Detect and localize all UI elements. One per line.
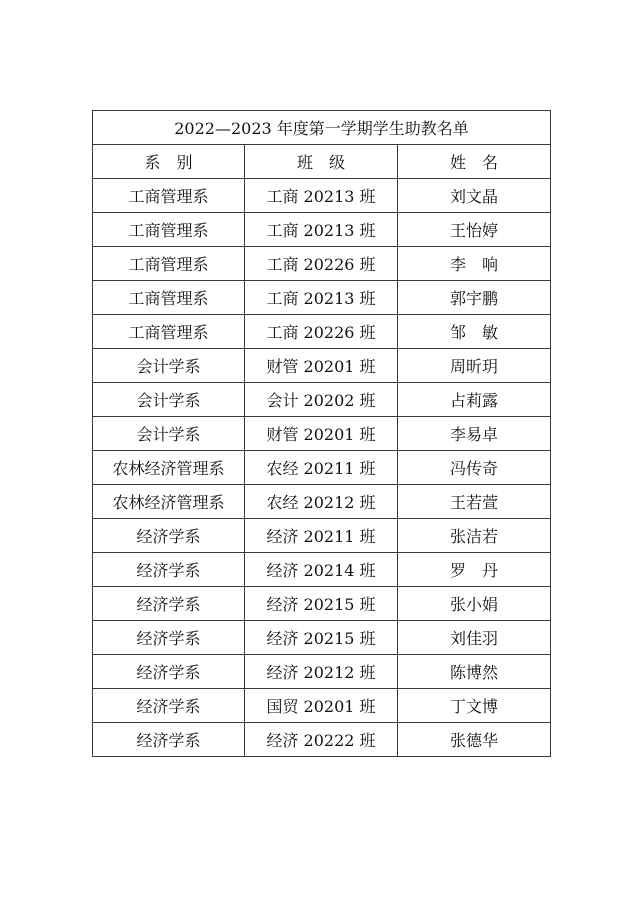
- header-department: 系 别: [93, 145, 245, 179]
- cell-class: 经济 20212 班: [245, 655, 398, 689]
- header-name: 姓 名: [398, 145, 551, 179]
- cell-name: 周昕玥: [398, 349, 551, 383]
- cell-department: 会计学系: [93, 349, 245, 383]
- cell-class: 经济 20211 班: [245, 519, 398, 553]
- cell-department: 经济学系: [93, 553, 245, 587]
- table-row: [93, 281, 551, 315]
- cell-class: 工商 20226 班: [245, 247, 398, 281]
- table-row: [93, 451, 551, 485]
- cell-department: 农林经济管理系: [93, 451, 245, 485]
- table-row: [93, 519, 551, 553]
- cell-department: 农林经济管理系: [93, 485, 245, 519]
- table-row: [93, 553, 551, 587]
- cell-class: 工商 20226 班: [245, 315, 398, 349]
- table-row: [93, 383, 551, 417]
- cell-name: 张小娟: [398, 587, 551, 621]
- cell-department: 工商管理系: [93, 179, 245, 213]
- cell-class: 经济 20214 班: [245, 553, 398, 587]
- cell-class: 工商 20213 班: [245, 179, 398, 213]
- table-row: [93, 349, 551, 383]
- cell-department: 工商管理系: [93, 315, 245, 349]
- roster-table-container: [92, 110, 550, 757]
- cell-department: 工商管理系: [93, 281, 245, 315]
- cell-name: 李易卓: [398, 417, 551, 451]
- table-row: [93, 315, 551, 349]
- table-row: [93, 247, 551, 281]
- cell-department: 经济学系: [93, 621, 245, 655]
- table-row: [93, 213, 551, 247]
- cell-class: 经济 20215 班: [245, 587, 398, 621]
- cell-class: 会计 20202 班: [245, 383, 398, 417]
- cell-department: 工商管理系: [93, 247, 245, 281]
- cell-name: 王怡婷: [398, 213, 551, 247]
- cell-class: 农经 20211 班: [245, 451, 398, 485]
- cell-class: 财管 20201 班: [245, 417, 398, 451]
- table-row: [93, 689, 551, 723]
- cell-class: 经济 20222 班: [245, 723, 398, 757]
- table-row: [93, 587, 551, 621]
- table-row: [93, 417, 551, 451]
- table-row: [93, 723, 551, 757]
- cell-name: 张洁若: [398, 519, 551, 553]
- cell-name: 邹 敏: [398, 315, 551, 349]
- cell-class: 财管 20201 班: [245, 349, 398, 383]
- cell-department: 经济学系: [93, 519, 245, 553]
- cell-class: 经济 20215 班: [245, 621, 398, 655]
- cell-name: 郭宇鹏: [398, 281, 551, 315]
- cell-name: 刘文晶: [398, 179, 551, 213]
- cell-name: 罗 丹: [398, 553, 551, 587]
- cell-name: 丁文博: [398, 689, 551, 723]
- cell-class: 工商 20213 班: [245, 213, 398, 247]
- cell-name: 占莉露: [398, 383, 551, 417]
- table-row: [93, 621, 551, 655]
- cell-class: 农经 20212 班: [245, 485, 398, 519]
- teaching-assistant-roster-table: [92, 110, 551, 757]
- table-title: 2022—2023 年度第一学期学生助教名单: [93, 111, 551, 145]
- cell-class: 国贸 20201 班: [245, 689, 398, 723]
- cell-name: 张德华: [398, 723, 551, 757]
- cell-class: 工商 20213 班: [245, 281, 398, 315]
- cell-name: 冯传奇: [398, 451, 551, 485]
- cell-name: 刘佳羽: [398, 621, 551, 655]
- cell-name: 王若萱: [398, 485, 551, 519]
- cell-department: 经济学系: [93, 655, 245, 689]
- header-class: 班 级: [245, 145, 398, 179]
- cell-department: 会计学系: [93, 383, 245, 417]
- cell-department: 经济学系: [93, 723, 245, 757]
- table-row: [93, 179, 551, 213]
- cell-department: 经济学系: [93, 587, 245, 621]
- cell-department: 工商管理系: [93, 213, 245, 247]
- cell-department: 经济学系: [93, 689, 245, 723]
- header-row: [93, 145, 551, 179]
- table-row: [93, 485, 551, 519]
- cell-department: 会计学系: [93, 417, 245, 451]
- cell-name: 李 响: [398, 247, 551, 281]
- cell-name: 陈博然: [398, 655, 551, 689]
- table-row: [93, 655, 551, 689]
